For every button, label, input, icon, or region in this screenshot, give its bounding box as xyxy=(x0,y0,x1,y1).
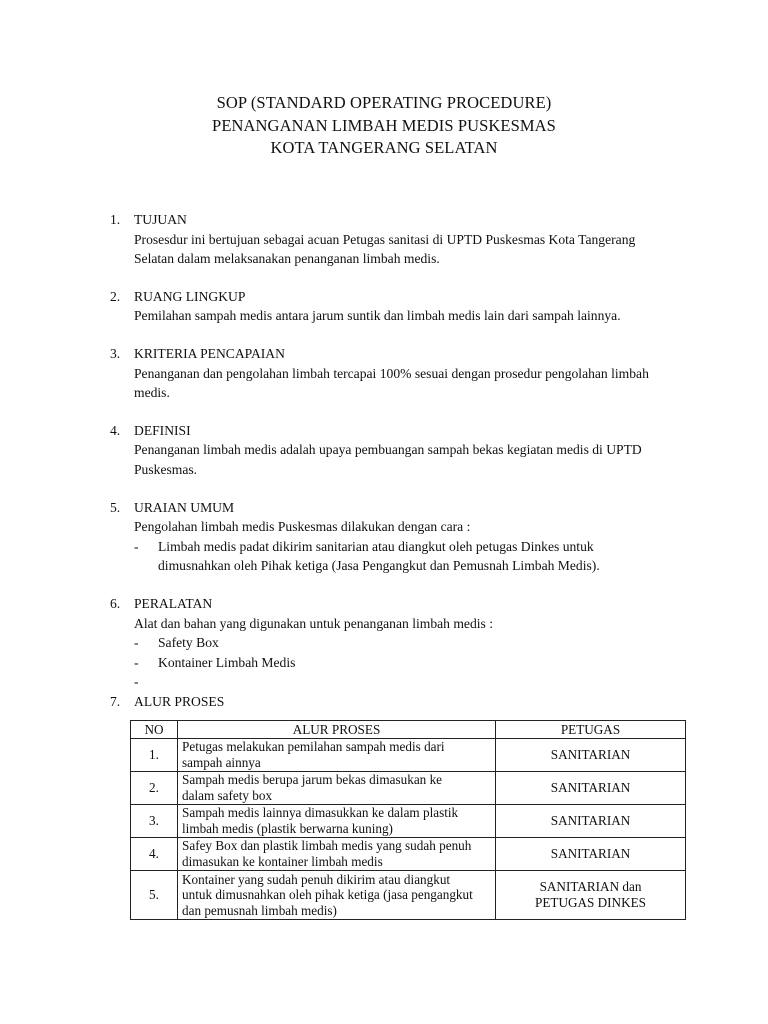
petugas-line: SANITARIAN xyxy=(550,813,631,829)
cell-no: 5. xyxy=(131,871,178,920)
document-title xyxy=(0,92,768,160)
table-row xyxy=(131,739,686,772)
alur-line: limbah medis (plastik berwarna kuning) xyxy=(182,821,393,836)
section-number: 1. xyxy=(110,212,121,227)
section-body xyxy=(134,614,690,692)
cell-alur xyxy=(178,739,496,772)
alur-line: Sampah medis lainnya dimasukkan ke dalam plastik xyxy=(182,805,459,821)
cell-petugas xyxy=(496,739,686,772)
section-tujuan xyxy=(110,210,690,269)
bullet-dash: - xyxy=(134,674,139,690)
bullet-dash: - xyxy=(134,654,139,670)
section-number: 4. xyxy=(110,422,121,438)
header-alur-proses: ALUR PROSES xyxy=(178,721,496,739)
alur-line: dalam safety box xyxy=(182,788,273,803)
alur-line: Petugas melakukan pemilahan sampah medis dari xyxy=(182,739,445,755)
section-body xyxy=(134,306,690,326)
section-heading: TUJUAN xyxy=(134,212,187,227)
section-number: 7. xyxy=(110,693,121,709)
cell-alur xyxy=(178,805,496,838)
cell-no: 1. xyxy=(131,739,178,772)
cell-petugas xyxy=(496,772,686,805)
cell-petugas xyxy=(496,805,686,838)
alur-line: dimasukan ke kontainer limbah medis xyxy=(182,854,383,869)
alur-line: dan pemusnah limbah medis) xyxy=(182,902,337,918)
body-line: Penanganan limbah medis adalah upaya pembuangan sampah bekas kegiatan medis di UPTD xyxy=(134,442,642,458)
section-body xyxy=(134,230,690,269)
section-number: 2. xyxy=(110,288,121,304)
table-row xyxy=(131,772,686,805)
cell-alur xyxy=(178,772,496,805)
section-body xyxy=(134,364,690,403)
alur-line: Safey Box dan plastik limbah medis yang sudah penuh xyxy=(182,838,472,854)
intro-line: Alat dan bahan yang digunakan untuk penanganan limbah medis : xyxy=(134,615,494,631)
body-line: Penanganan dan pengolahan limbah tercapai 100% sesuai dengan prosedur pengolahan limbah xyxy=(134,365,649,381)
petugas-line: SANITARIAN xyxy=(550,846,631,862)
bullet-text: Kontainer Limbah Medis xyxy=(158,654,296,670)
petugas-line: PETUGAS DINKES xyxy=(535,895,646,910)
section-heading: DEFINISI xyxy=(134,422,191,438)
bullet-line: Limbah medis padat dikirim sanitarian atau diangkut oleh petugas Dinkes untuk xyxy=(158,538,594,554)
alur-line: sampah ainnya xyxy=(182,755,261,770)
section-heading: PERALATAN xyxy=(134,595,213,611)
section-peralatan xyxy=(110,594,690,692)
sections xyxy=(110,210,690,711)
alur-line: untuk dimusnahkan oleh pihak ketiga (jasa pengangkut xyxy=(182,887,473,903)
section-kriteria-pencapaian xyxy=(110,344,690,403)
section-heading: URAIAN UMUM xyxy=(134,499,235,515)
section-alur-proses xyxy=(110,692,690,712)
cell-petugas xyxy=(496,871,686,920)
table-header-row xyxy=(131,721,686,739)
table-row xyxy=(131,838,686,871)
bullet-item xyxy=(134,672,690,692)
bullet-item xyxy=(134,633,690,653)
bullet-dash: - xyxy=(134,635,139,651)
body-line: Selatan dalam melaksanakan penanganan limbah medis. xyxy=(134,251,440,267)
section-number: 6. xyxy=(110,595,121,611)
title-line-3: KOTA TANGERANG SELATAN xyxy=(270,138,498,157)
cell-no: 2. xyxy=(131,772,178,805)
section-number: 5. xyxy=(110,499,121,515)
petugas-line: SANITARIAN xyxy=(550,780,631,796)
section-ruang-lingkup xyxy=(110,287,690,326)
petugas-line: SANITARIAN xyxy=(550,747,631,763)
table-row xyxy=(131,871,686,920)
section-body xyxy=(134,517,690,576)
petugas-line: SANITARIAN dan xyxy=(539,879,642,895)
alur-line: Kontainer yang sudah penuh dikirim atau diangkut xyxy=(182,871,451,887)
table-row xyxy=(131,805,686,838)
section-heading: ALUR PROSES xyxy=(134,693,225,709)
bullet-item xyxy=(134,537,690,576)
body-line: medis. xyxy=(134,385,170,401)
alur-line: Sampah medis berupa jarum bekas dimasukan ke xyxy=(182,772,443,788)
title-line-1: SOP (STANDARD OPERATING PROCEDURE) xyxy=(216,93,552,112)
bullet-text: Safety Box xyxy=(158,635,219,651)
header-no: NO xyxy=(131,721,178,739)
cell-no: 3. xyxy=(131,805,178,838)
cell-petugas xyxy=(496,838,686,871)
intro-line: Pengolahan limbah medis Puskesmas dilakukan dengan cara : xyxy=(134,519,471,535)
header-petugas: PETUGAS xyxy=(496,721,686,739)
bullet-dash: - xyxy=(134,538,139,554)
title-line-2: PENANGANAN LIMBAH MEDIS PUSKESMAS xyxy=(212,115,556,135)
section-number: 3. xyxy=(110,345,121,361)
section-uraian-umum xyxy=(110,498,690,576)
section-heading: RUANG LINGKUP xyxy=(134,288,246,304)
bullet-text xyxy=(158,672,690,692)
bullet-line: dimusnahkan oleh Pihak ketiga (Jasa Pengangkut dan Pemusnah Limbah Medis). xyxy=(158,558,600,574)
cell-no: 4. xyxy=(131,838,178,871)
section-definisi xyxy=(110,421,690,480)
cell-alur xyxy=(178,838,496,871)
body-line: Prosesdur ini bertujuan sebagai acuan Petugas sanitasi di UPTD Puskesmas Kota Tangerang xyxy=(134,231,636,247)
section-body xyxy=(134,440,690,479)
alur-proses-table xyxy=(130,720,686,920)
body-line: Puskesmas. xyxy=(134,461,198,477)
bullet-item xyxy=(134,653,690,673)
body-line: Pemilahan sampah medis antara jarum suntik dan limbah medis lain dari sampah lainnya. xyxy=(134,308,621,324)
cell-alur xyxy=(178,871,496,920)
section-heading: KRITERIA PENCAPAIAN xyxy=(134,345,285,361)
